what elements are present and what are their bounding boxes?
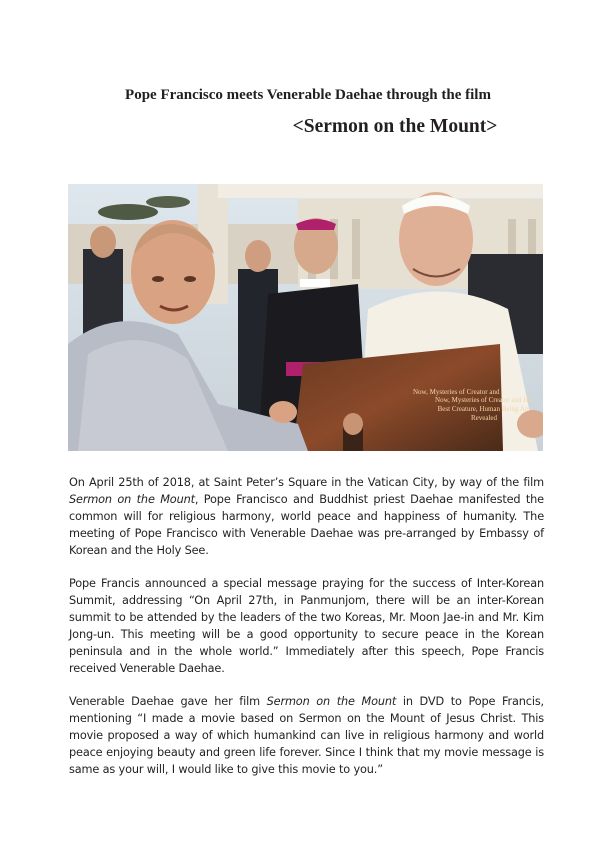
paragraph-3: Venerable Daehae gave her film Sermon on the Mount in DVD to Pope Francis, mentioning “I made a movie based on Sermon on the Mount of Jesus Christ. This movie proposed a way of which humankind can live in religious harmony and world peace enjoying beauty and green life forever. Since I think that my movie message is same as your will, I would like to give this movie to you.” <box>69 695 545 776</box>
article-title: Pope Francisco meets Venerable Daehae through the film <box>125 87 491 103</box>
film-title: <Sermon on the Mount> <box>292 116 498 137</box>
article-body <box>69 474 544 794</box>
photo-pope-meets-daehae <box>68 184 543 451</box>
paragraph-1: On April 25th of 2018, at Saint Peter’s Square in the Vatican City, by way of the film Sermon on the Mount, Pope Francisco and Buddhist priest Daehae manifested the common will for religious harmony, world peace and happiness of humanity. The meeting of Pope Francisco with Venerable Daehae was pre-arranged by Embassy of Korean and the Holy See. <box>69 476 544 557</box>
poster-tagline: Now, Mysteries of Creator and His Best Creature, Human Being Are Revealed <box>435 396 533 422</box>
svg-text:Now, Mysteries of Creator and: Now, Mysteries of Creator and <box>413 388 500 396</box>
paragraph-2: Pope Francis announced a special message praying for the success of Inter-Korean Summit, addressing “On April 27th, in Panmunjom, there will be an inter-Korean summit to be attended by the leaders of the two Koreas, Mr. Moon Jae-in and Mr. Kim Jong-un. This meeting will be a good opportunity to secure peace in the Korean peninsula and in the whole world.” Immediately after this speech, Pope Francis received Venerable Daehae. <box>69 577 544 675</box>
